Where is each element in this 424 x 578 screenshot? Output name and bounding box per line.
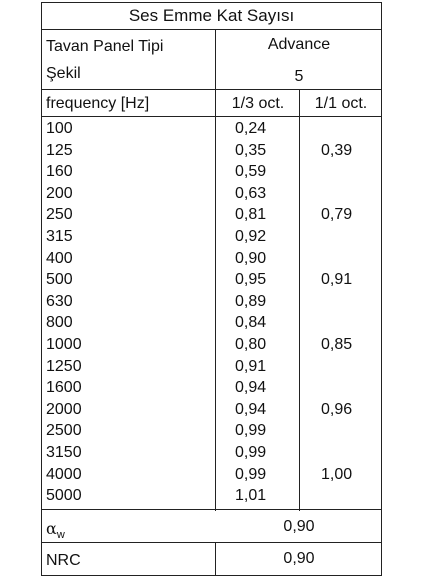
alpha-label: $\alpha_w$ — [46, 519, 65, 541]
frequency-cell: 160 — [46, 163, 73, 181]
frequency-cell: 400 — [46, 249, 73, 267]
frequency-cell: 2000 — [46, 400, 82, 418]
full-octave-cell: 0,91 — [321, 271, 353, 289]
alpha-row — [42, 511, 381, 543]
frequency-cell: 315 — [46, 228, 73, 245]
title-row — [42, 3, 381, 30]
frequency-cell: 4000 — [46, 465, 82, 483]
panel-type-row — [42, 30, 381, 60]
absorption-table — [41, 2, 382, 576]
third-octave-cell: 0,35 — [235, 141, 267, 159]
third-octave-cell: 0,63 — [235, 184, 267, 202]
frequency-cell: 800 — [46, 314, 73, 332]
panel-type-label: Tavan Panel Tipi — [46, 38, 164, 55]
third-octave-cell: 0,99 — [235, 444, 267, 461]
frequency-cell: 2500 — [46, 422, 82, 440]
third-octave-cell: 0,59 — [235, 163, 267, 181]
nrc-value: 0,90 — [283, 550, 315, 567]
nrc-divider — [215, 543, 216, 575]
frequency-header: frequency [Hz] — [46, 95, 150, 112]
third-octave-cell: 0,89 — [235, 292, 267, 310]
third-octave-cell: 0,24 — [235, 120, 267, 137]
full-octave-cell: 1,00 — [321, 465, 353, 483]
third-octave-cell: 0,94 — [235, 400, 267, 418]
third-octave-cell: 0,80 — [235, 336, 267, 353]
full-octave-cell: 0,39 — [321, 141, 353, 159]
third-octave-header: 1/3 oct. — [231, 95, 285, 112]
frequency-cell: 100 — [46, 120, 73, 137]
table-title: Ses Emme Kat Sayısı — [128, 6, 295, 25]
nrc-label: NRC — [46, 552, 81, 569]
third-octave-cell: 0,99 — [235, 465, 267, 483]
third-octave-cell: 0,84 — [235, 314, 267, 332]
octave-divider — [299, 89, 300, 511]
sekil-row — [42, 60, 381, 90]
panel-type-value: Advance — [267, 36, 331, 53]
third-octave-cell: 0,94 — [235, 379, 267, 397]
frequency-cell: 1600 — [46, 379, 82, 397]
frequency-cell: 125 — [46, 141, 73, 159]
frequency-cell: 500 — [46, 271, 73, 289]
frequency-cell: 3150 — [46, 444, 82, 461]
frequency-cell: 1000 — [46, 336, 82, 353]
third-octave-cell: 1,01 — [235, 487, 267, 505]
sekil-value: 5 — [294, 68, 304, 85]
third-octave-cell: 0,91 — [235, 357, 267, 375]
alpha-value: 0,90 — [283, 518, 315, 535]
frequency-cell: 630 — [46, 292, 73, 310]
frequency-cell: 1250 — [46, 357, 82, 375]
third-octave-cell: 0,90 — [235, 249, 267, 267]
full-octave-cell: 0,85 — [321, 336, 353, 353]
frequency-cell: 5000 — [46, 487, 82, 505]
nrc-row — [42, 543, 381, 575]
frequency-cell: 250 — [46, 206, 73, 224]
data-block-separator — [42, 509, 381, 510]
third-octave-cell: 0,81 — [235, 206, 267, 224]
full-octave-cell: 0,96 — [321, 400, 353, 418]
third-octave-cell: 0,92 — [235, 228, 267, 245]
sekil-label: Şekil — [46, 65, 81, 82]
third-octave-cell: 0,95 — [235, 271, 267, 289]
third-octave-cell: 0,99 — [235, 422, 267, 440]
column-header-row — [42, 90, 381, 117]
full-octave-cell: 0,79 — [321, 206, 353, 224]
frequency-cell: 200 — [46, 184, 73, 202]
full-octave-header: 1/1 oct. — [314, 95, 368, 112]
